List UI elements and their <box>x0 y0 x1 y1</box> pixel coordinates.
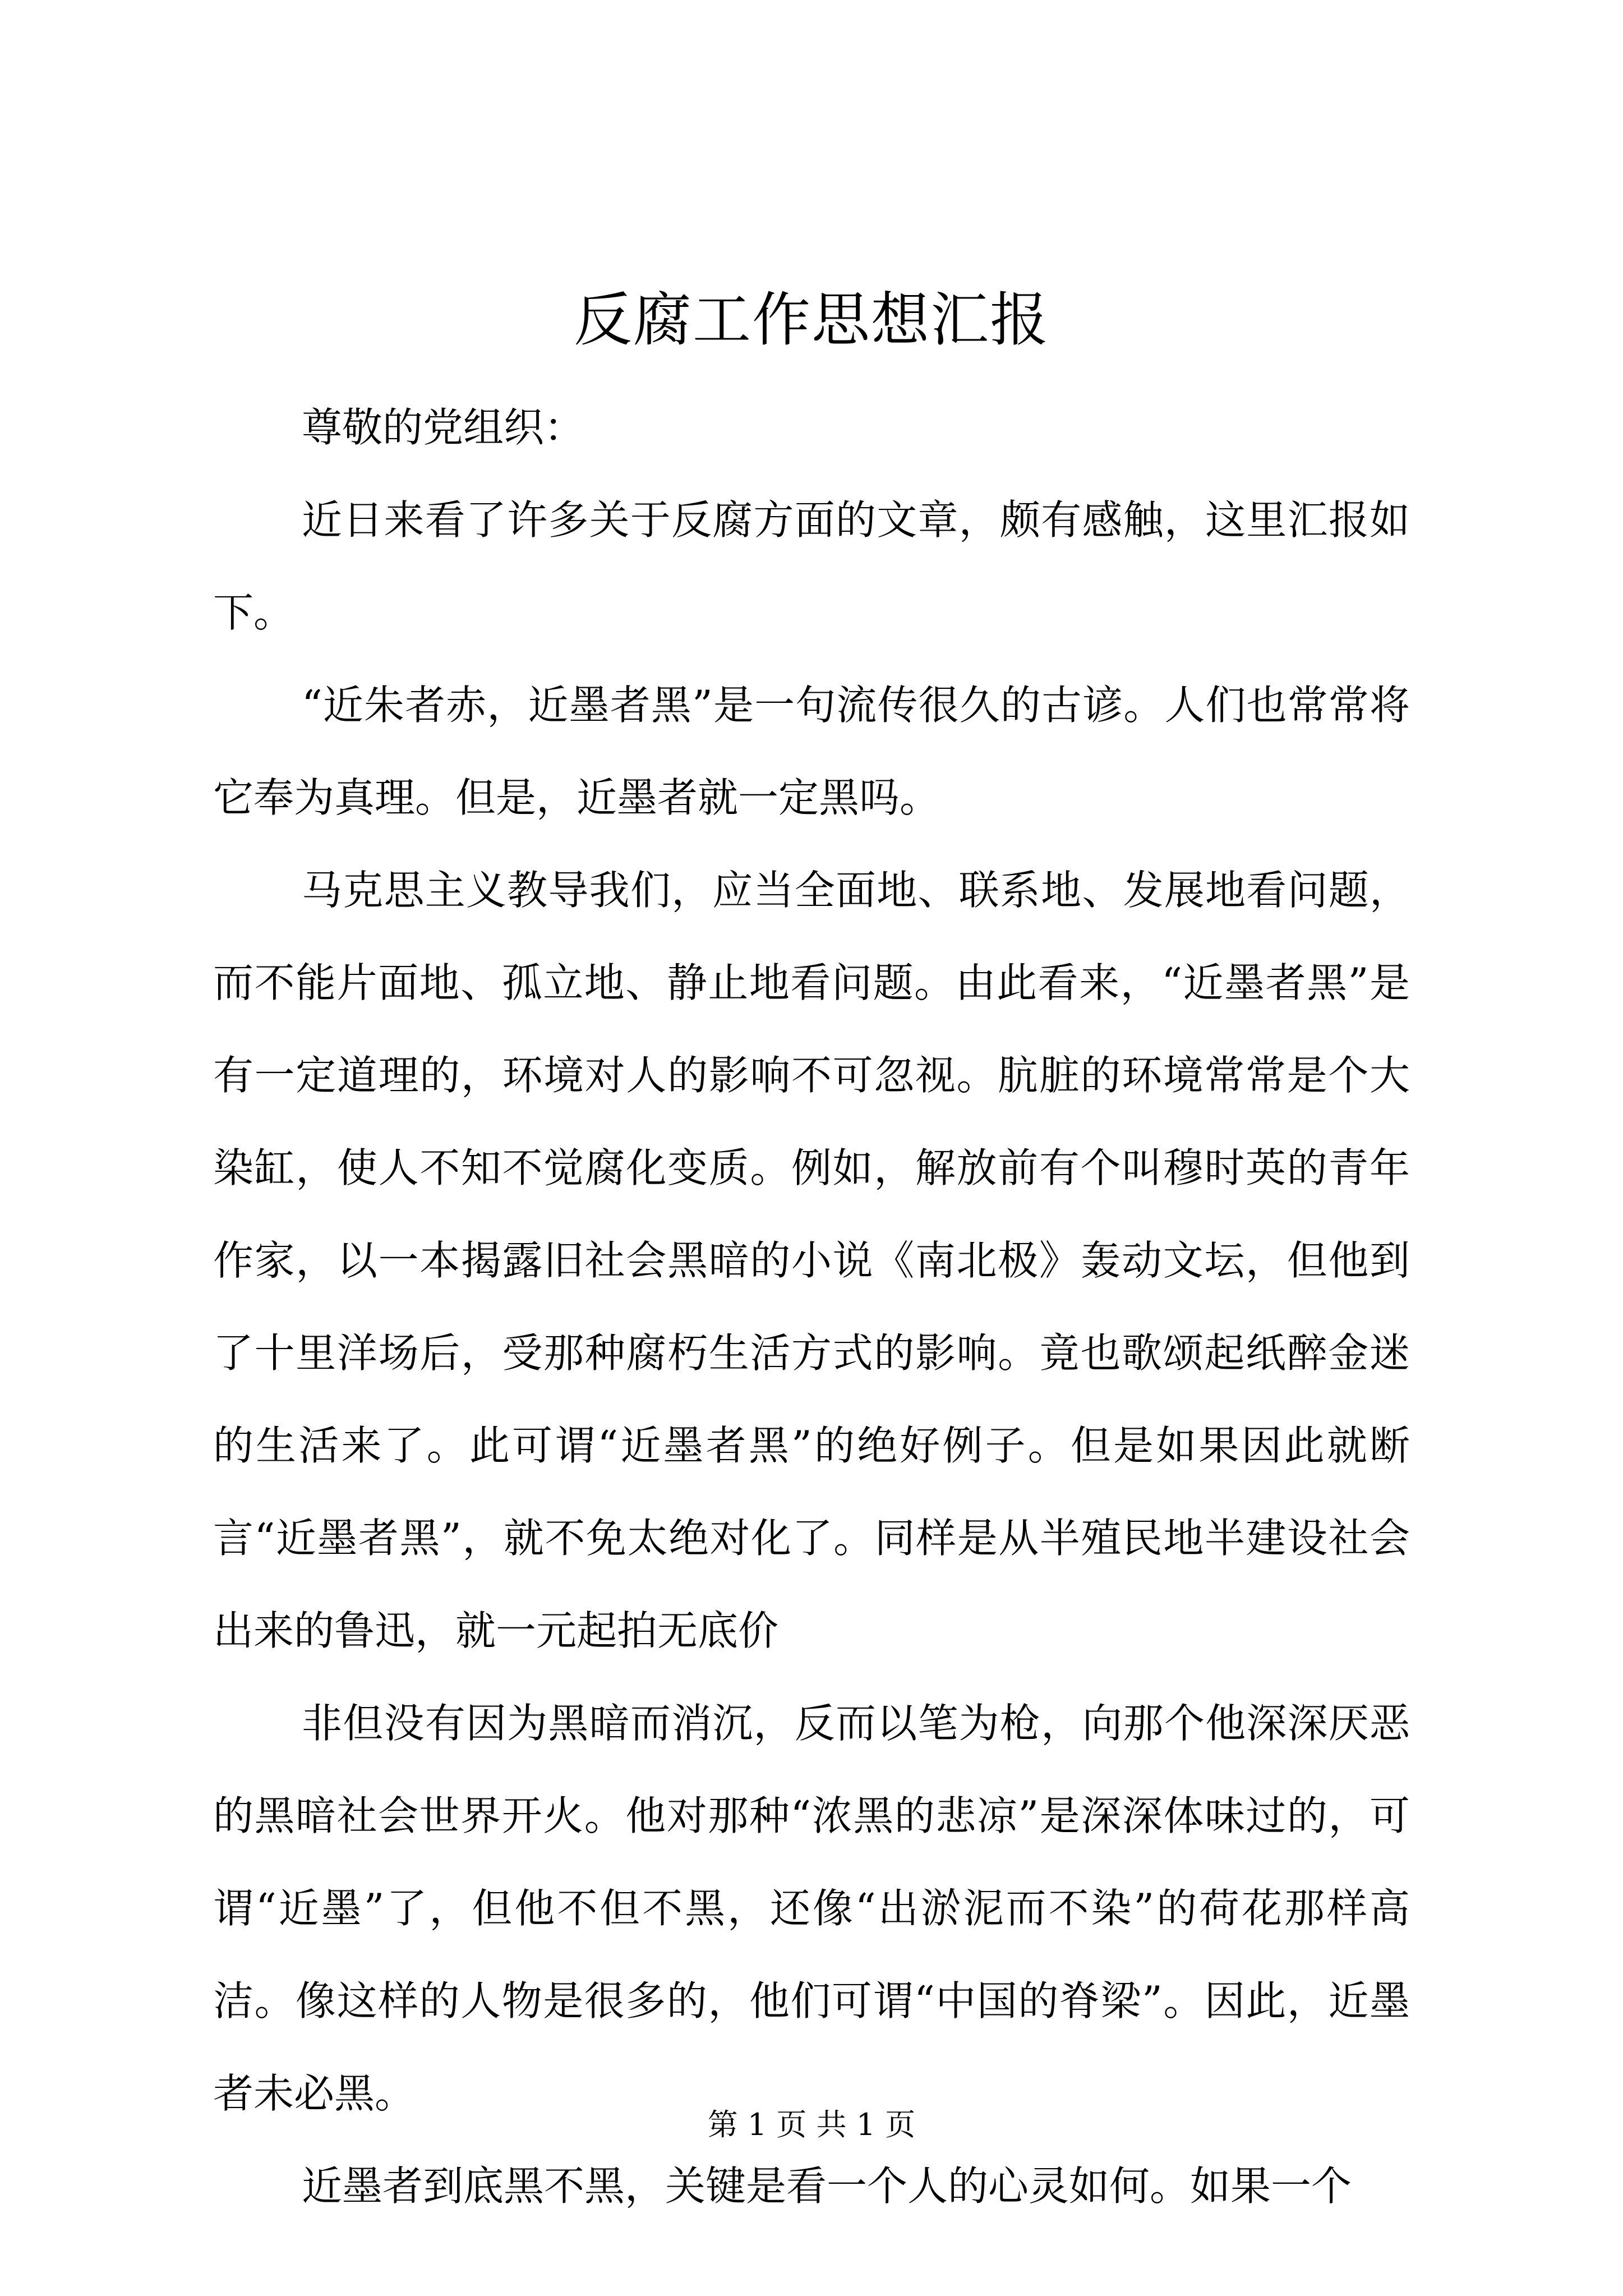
document-body <box>213 381 1410 2233</box>
body-paragraph: “近朱者赤，近墨者黑”是一句流传很久的古谚。人们也常常将它奉为真理。但是，近墨者就一定黑吗。 <box>213 682 1410 821</box>
body-paragraph: 马克思主义教导我们，应当全面地、联系地、发展地看问题，而不能片面地、孤立地、静止地看问题。由此看来，“近墨者黑”是有一定道理的，环境对人的影响不可忽视。肮脏的环境常常是个大染缸，使人不知不觉腐化变质。例如，解放前有个叫穆时英的青年作家，以一本揭露旧社会黑暗的小说《南北极》轰动文坛，但他到了十里洋场后，受那种腐朽生活方式的影响。竟也歌颂起纸醉金迷的生活来了。此可谓“近墨者黑”的绝好例子。但是如果因此就断言“近墨者黑”，就不免太绝对化了。同样是从半殖民地半建设社会出来的鲁迅，就一元起拍无底价 <box>213 867 1410 1654</box>
body-paragraph: 近日来看了许多关于反腐方面的文章，颇有感触，这里汇报如下。 <box>213 496 1410 636</box>
document-title: 反腐工作思想汇报 <box>573 286 1049 354</box>
salutation-paragraph: 尊敬的党组织： <box>302 404 585 451</box>
body-paragraph: 近墨者到底黑不黑，关键是看一个人的心灵如何。如果一个 <box>302 2162 1352 2210</box>
page-footer: 第 1 页 共 1 页 <box>707 2107 916 2142</box>
body-paragraph: 非但没有因为黑暗而消沉，反而以笔为枪，向那个他深深厌恶的黑暗社会世界开火。他对那种“浓黑的悲凉”是深深体味过的，可谓“近墨”了，但他不但不黑，还像“出淤泥而不染”的荷花那样高洁。像这样的人物是很多的，他们可谓“中国的脊梁”。因此，近墨者未必黑。 <box>213 1700 1410 2117</box>
